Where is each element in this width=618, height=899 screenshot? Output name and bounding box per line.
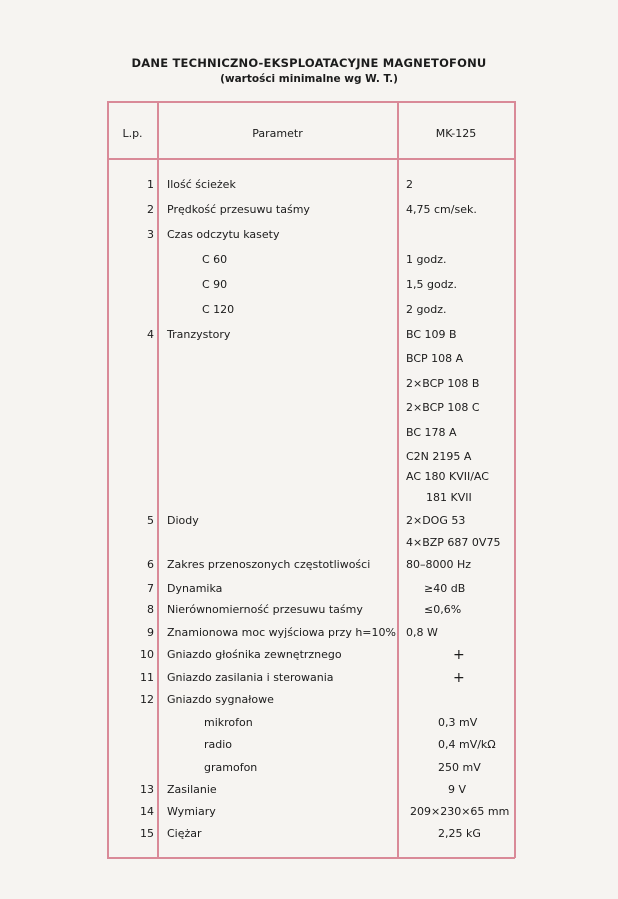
parameter-value: 1 godz. bbox=[406, 253, 447, 266]
table-row bbox=[0, 582, 618, 602]
parameter-value: 0,4 mV/kΩ bbox=[438, 738, 496, 751]
parameter-value: 209×230×65 mm bbox=[410, 805, 510, 818]
parameter-value: 2 godz. bbox=[406, 303, 447, 316]
parameter-value: 4,75 cm/sek. bbox=[406, 203, 477, 216]
row-number: 3 bbox=[147, 228, 154, 241]
parameter-value: 2 bbox=[406, 178, 413, 191]
parameter-name: Czas odczytu kasety bbox=[167, 228, 280, 241]
row-number: 14 bbox=[140, 805, 154, 818]
table-row bbox=[0, 253, 618, 273]
table-row bbox=[0, 827, 618, 847]
document-subtitle: (wartości minimalne wg W. T.) bbox=[220, 73, 398, 85]
parameter-value: 4×BZP 687 0V75 bbox=[406, 536, 501, 549]
parameter-value: C2N 2195 A bbox=[406, 450, 472, 463]
parameter-value: 181 KVII bbox=[426, 491, 472, 504]
row-number: 5 bbox=[147, 514, 154, 527]
table-top-border bbox=[107, 101, 515, 103]
parameter-value: 80–8000 Hz bbox=[406, 558, 472, 571]
parameter-name: Prędkość przesuwu taśmy bbox=[167, 203, 310, 216]
row-number: 7 bbox=[147, 582, 154, 595]
table-row bbox=[0, 603, 618, 623]
table-row bbox=[0, 536, 618, 556]
table-row bbox=[0, 514, 618, 534]
table-row bbox=[0, 761, 618, 781]
table-row bbox=[0, 401, 618, 421]
parameter-name: C 60 bbox=[202, 253, 228, 266]
parameter-value: ≤0,6% bbox=[424, 603, 462, 616]
parameter-value: 0,8 W bbox=[406, 626, 438, 639]
table-row bbox=[0, 228, 618, 248]
row-number: 13 bbox=[140, 783, 154, 796]
header-separator bbox=[107, 158, 515, 160]
row-number: 9 bbox=[147, 626, 154, 639]
parameter-value: 2×BCP 108 B bbox=[406, 377, 480, 390]
table-row bbox=[0, 178, 618, 198]
parameter-value: 2×DOG 53 bbox=[406, 514, 466, 527]
table-bottom-border bbox=[107, 857, 515, 859]
table-row bbox=[0, 671, 618, 691]
row-number: 15 bbox=[140, 827, 154, 840]
parameter-name: C 120 bbox=[202, 303, 235, 316]
header-model: MK-125 bbox=[435, 127, 477, 140]
parameter-name: Gniazdo głośnika zewnętrznego bbox=[167, 648, 342, 661]
parameter-name: mikrofon bbox=[204, 716, 253, 729]
header-parametr: Parametr bbox=[252, 127, 303, 140]
parameter-value: 1,5 godz. bbox=[406, 278, 457, 291]
parameter-name: Wymiary bbox=[167, 805, 216, 818]
row-number: 1 bbox=[147, 178, 154, 191]
document-title: DANE TECHNICZNO-EKSPLOATACYJNE MAGNETOFONU bbox=[131, 56, 487, 70]
parameter-name: Ilość ścieżek bbox=[167, 178, 236, 191]
parameter-name: Zakres przenoszonych częstotliwości bbox=[167, 558, 371, 571]
parameter-value: AC 180 KVII/AC bbox=[406, 470, 489, 483]
parameter-name: Ciężar bbox=[167, 827, 202, 840]
parameter-value: 0,3 mV bbox=[438, 716, 478, 729]
parameter-name: Dynamika bbox=[167, 582, 223, 595]
table-row bbox=[0, 450, 618, 470]
parameter-name: radio bbox=[204, 738, 233, 751]
row-number: 12 bbox=[140, 693, 154, 706]
table-row bbox=[0, 278, 618, 298]
parameter-name: Diody bbox=[167, 514, 199, 527]
parameter-name: Znamionowa moc wyjściowa przy h=10% bbox=[167, 626, 396, 639]
table-row bbox=[0, 352, 618, 372]
table-row bbox=[0, 203, 618, 223]
parameter-value: 2,25 kG bbox=[438, 827, 481, 840]
parameter-value: 250 mV bbox=[438, 761, 481, 774]
row-number: 10 bbox=[140, 648, 154, 661]
row-number: 4 bbox=[147, 328, 154, 341]
parameter-value: BCP 108 A bbox=[406, 352, 464, 365]
parameter-name: gramofon bbox=[204, 761, 258, 774]
parameter-name: Nierównomierność przesuwu taśmy bbox=[167, 603, 363, 616]
table-row bbox=[0, 738, 618, 758]
parameter-name: C 90 bbox=[202, 278, 228, 291]
parameter-name: Gniazdo zasilania i sterowania bbox=[167, 671, 334, 684]
row-number: 6 bbox=[147, 558, 154, 571]
parameter-value: BC 109 B bbox=[406, 328, 457, 341]
table-row bbox=[0, 470, 618, 490]
table-row bbox=[0, 693, 618, 713]
table-row bbox=[0, 328, 618, 348]
parameter-name: Gniazdo sygnałowe bbox=[167, 693, 274, 706]
table-row bbox=[0, 626, 618, 646]
row-number: 2 bbox=[147, 203, 154, 216]
header-lp: L.p. bbox=[122, 127, 143, 140]
table-row bbox=[0, 558, 618, 578]
row-number: 11 bbox=[140, 671, 154, 684]
table-row bbox=[0, 426, 618, 446]
row-number: 8 bbox=[147, 603, 154, 616]
table-row bbox=[0, 716, 618, 736]
table-row bbox=[0, 805, 618, 825]
table-row bbox=[0, 783, 618, 803]
parameter-value: 2×BCP 108 C bbox=[406, 401, 480, 414]
table-row bbox=[0, 303, 618, 323]
table-row bbox=[0, 648, 618, 668]
table-row bbox=[0, 491, 618, 511]
parameter-value: + bbox=[453, 670, 465, 686]
parameter-value: ≥40 dB bbox=[424, 582, 466, 595]
parameter-value: BC 178 A bbox=[406, 426, 457, 439]
table-row bbox=[0, 377, 618, 397]
parameter-name: Zasilanie bbox=[167, 783, 217, 796]
parameter-value: 9 V bbox=[448, 783, 467, 796]
parameter-value: + bbox=[453, 647, 465, 663]
parameter-name: Tranzystory bbox=[167, 328, 231, 341]
